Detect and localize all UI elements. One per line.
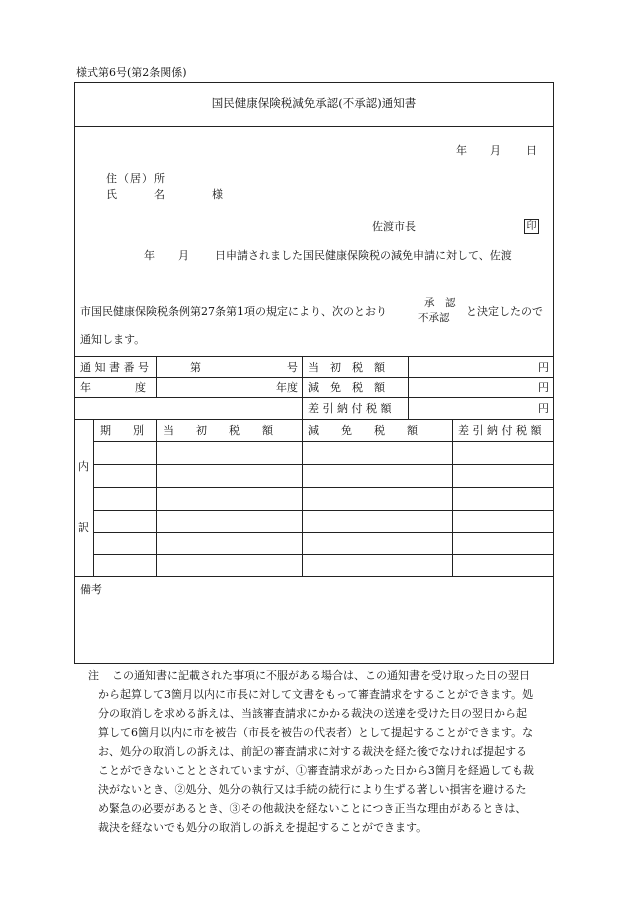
address-label: 住（居）所 (106, 172, 166, 185)
net-tax-yen: 円 (538, 402, 549, 415)
body-line2: 市国民健康保険税条例第27条第1項の規定により、次のとおり (80, 305, 387, 318)
breakdown-row-line (93, 510, 554, 511)
body-line2-tail: と決定したので (466, 305, 543, 318)
seal-box: 印 (524, 219, 539, 234)
issuer-title: 佐渡市長 (372, 220, 416, 233)
summary-col-line (156, 356, 157, 397)
notice-number-go: 号 (287, 361, 298, 374)
breakdown-header-initial: 当 初 税 額 (163, 424, 273, 437)
breakdown-row-line (93, 532, 554, 533)
notice-number-label: 通 知 書 番 号 (80, 361, 149, 374)
body-year: 年 (144, 249, 155, 262)
summary-line-2 (74, 377, 554, 378)
breakdown-col-line (156, 419, 157, 576)
note-line: 決がないとき、②処分、処分の執行又は手続の続行により生ずる著しい損害を避けるた (98, 783, 527, 796)
summary-line-3 (74, 397, 554, 398)
breakdown-top-line (74, 419, 554, 420)
breakdown-header-period: 期 別 (100, 424, 144, 437)
reduction-tax-yen: 円 (538, 381, 549, 394)
reduction-tax-label: 減 免 税 額 (308, 381, 385, 394)
breakdown-row-line (93, 464, 554, 465)
note-line: この通知書に記載された事項に不服がある場合は、この通知書を受け取った日の翌日 (112, 669, 530, 682)
breakdown-header-line (93, 441, 554, 442)
breakdown-side-line (93, 419, 94, 576)
note-line: 算して6箇月以内に市を被告（市長を被告の代表者）として提起することができます。な (98, 726, 534, 739)
name-label-1: 氏 (106, 188, 117, 201)
approve-option: 承 認 (424, 297, 456, 309)
date-day: 日 (526, 144, 537, 157)
summary-col-line (408, 356, 409, 419)
body-month: 月 (178, 249, 189, 262)
note-line: から起算して3箇月以内に市長に対して文書をもって審査請求をすることができます。処 (98, 688, 534, 701)
breakdown-col-line (302, 419, 303, 576)
remarks-label: 備考 (80, 583, 102, 596)
summary-top-line (74, 356, 554, 357)
note-line: ことができないこととされていますが、①審査請求があった日から3箇月を経過しても裁 (98, 764, 534, 777)
breakdown-side-label-1: 内 (78, 460, 89, 473)
note-line: お、処分の取消しの訴えは、前記の審査請求に対する裁決を経た後でなければ提起する (98, 745, 527, 758)
body-line3: 通知します。 (80, 333, 146, 346)
net-tax-label: 差 引 納 付 税 額 (308, 402, 392, 415)
remarks-top-line (74, 576, 554, 577)
fiscal-year-suffix: 年度 (276, 381, 298, 394)
initial-tax-label: 当 初 税 額 (308, 361, 385, 374)
document-title: 国民健康保険税減免承認(不承認)通知書 (211, 96, 417, 110)
summary-col-line (302, 356, 303, 419)
body-line1: 日申請されました国民健康保険税の減免申請に対して、佐渡 (215, 249, 512, 262)
note-lead: 注 (88, 669, 99, 682)
fiscal-year-label: 年 度 (80, 381, 146, 394)
breakdown-header-reduction: 減 免 税 額 (308, 424, 418, 437)
breakdown-row-line (93, 487, 554, 488)
breakdown-side-label-2: 訳 (78, 521, 89, 534)
breakdown-col-line (452, 419, 453, 576)
note-line: 裁決を経ないでも処分の取消しの訴えを提起することができます。 (98, 821, 428, 834)
name-label-2: 名 (154, 188, 165, 201)
disapprove-option: 不承認 (418, 312, 450, 324)
breakdown-header-net: 差 引 納 付 税 額 (458, 424, 542, 437)
note-line: 分の取消しを求める訴えは、当該審査請求にかかる裁決の送達を受けた日の翌日から起 (98, 707, 527, 720)
initial-tax-yen: 円 (538, 361, 549, 374)
note-line: め緊急の必要があるとき、③その他裁決を経ないことにつき正当な理由があるときは、 (98, 802, 527, 815)
honorific: 様 (212, 188, 223, 201)
date-month: 月 (490, 144, 501, 157)
form-number: 様式第6号(第2条関係) (76, 66, 187, 79)
breakdown-row-line (93, 554, 554, 555)
notice-number-dai: 第 (190, 361, 201, 374)
title-divider (74, 126, 554, 127)
date-year: 年 (456, 144, 467, 157)
